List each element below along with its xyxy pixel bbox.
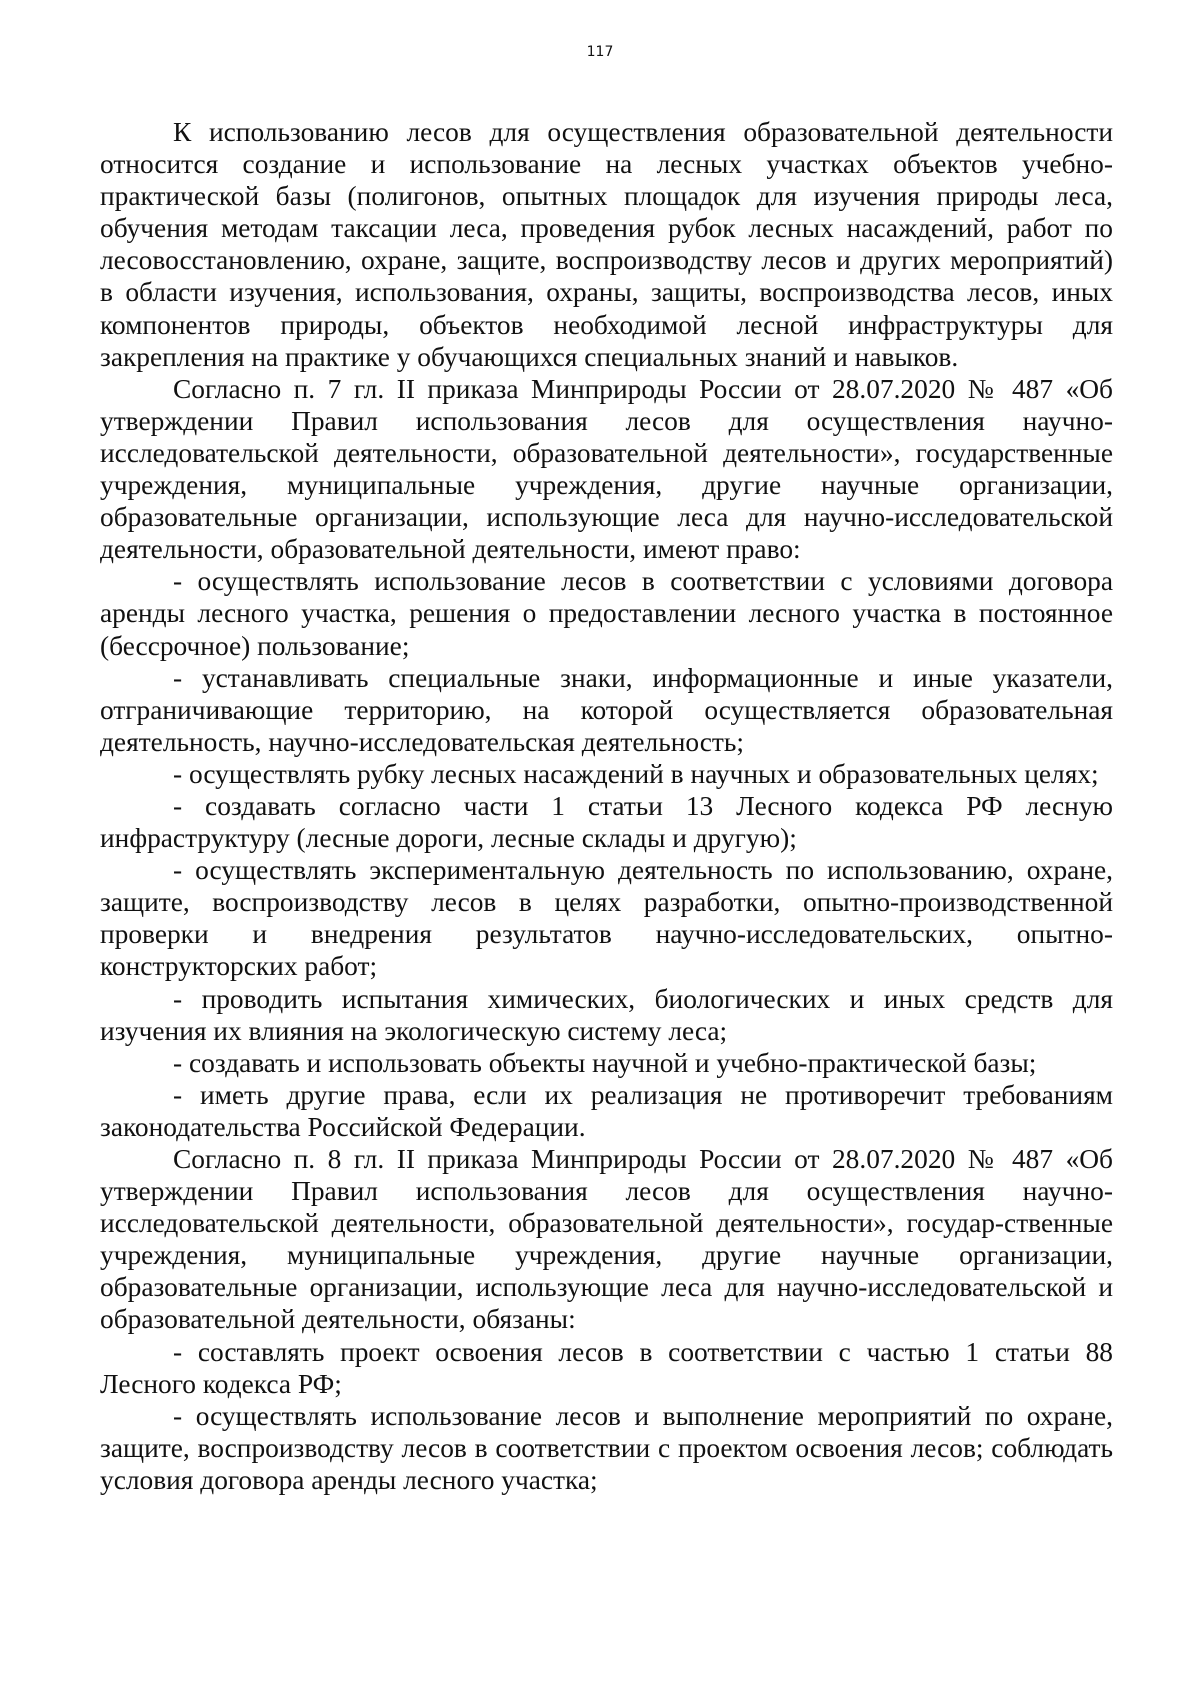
list-item: - осуществлять использование лесов в соответствии с условиями договора аренды лесного участка, решения о предоставлении лесного участка в постоянное (бессрочное) пользование; — [100, 566, 1113, 661]
paragraph-rights-intro: Согласно п. 7 гл. II приказа Минприроды России от 28.07.2020 № 487 «Об утверждении Правил использования лесов для осуществления научно-исследовательской деятельности, образовательной деятельности», государственные учреждения, муниципальные учреждения, другие научные организации, образовательные организации, использующие леса для научно-исследовательской деятельности, образовательной деятельности, имеют право: — [100, 373, 1113, 565]
document-body — [100, 116, 1113, 1496]
list-item: - создавать согласно части 1 статьи 13 Лесного кодекса РФ лесную инфраструктуру (лесные дороги, лесные склады и другую); — [100, 790, 1113, 854]
list-item: - осуществлять экспериментальную деятельность по использованию, охране, защите, воспроизводству лесов в целях разработки, опытно-производственной проверки и внедрения результатов научно-исследовательских, опытно-конструкторских работ; — [100, 855, 1113, 982]
paragraph-obligations-intro: Согласно п. 8 гл. II приказа Минприроды России от 28.07.2020 № 487 «Об утверждении Правил использования лесов для осуществления научно-исследовательской деятельности, образовательной деятельности», государ-ственные учреждения, муниципальные учреждения, другие научные организации, образовательные организации, использующие леса для научно-исследовательской и образовательной деятельности, обязаны: — [100, 1144, 1113, 1335]
list-item: - осуществлять использование лесов и выполнение мероприятий по охране, защите, воспроизводству лесов в соответствии с проектом освоения лесов; соблюдать условия договора аренды лесного участка; — [100, 1400, 1113, 1495]
list-item: - создавать и использовать объекты научной и учебно-практической базы; — [173, 1047, 1037, 1078]
list-item: - проводить испытания химических, биологических и иных средств для изучения их влияния на экологическую систему леса; — [100, 983, 1113, 1046]
list-item: - осуществлять рубку лесных насаждений в научных и образовательных целях; — [173, 758, 1099, 789]
paragraph-educational-use: К использованию лесов для осуществления образовательной деятельности относится создание и использование на лесных участках объектов учебно-практической базы (полигонов, опытных площадок для изучения природы леса, обучения методам таксации леса, проведения рубок лесных насаждений, работ по лесовосстановлению, охране, защите, воспроизводству лесов и других мероприятий) в области изучения, использования, охраны, защиты, воспроизводства лесов, иных компонентов природы, объектов необходимой лесной инфраструктуры для закрепления на практике у обучающихся специальных знаний и навыков. — [100, 117, 1113, 372]
list-item: - устанавливать специальные знаки, информационные и иные указатели, отграничивающие территорию, на которой осуществляется образовательная деятельность, научно-исследовательская деятельность; — [100, 662, 1113, 757]
list-item: - составлять проект освоения лесов в соответствии с частью 1 статьи 88 Лесного кодекса РФ; — [100, 1336, 1113, 1399]
page-number: 117 — [586, 44, 614, 60]
list-item: - иметь другие права, если их реализация не противоречит требованиям законодательства Российской Федерации. — [100, 1079, 1113, 1142]
